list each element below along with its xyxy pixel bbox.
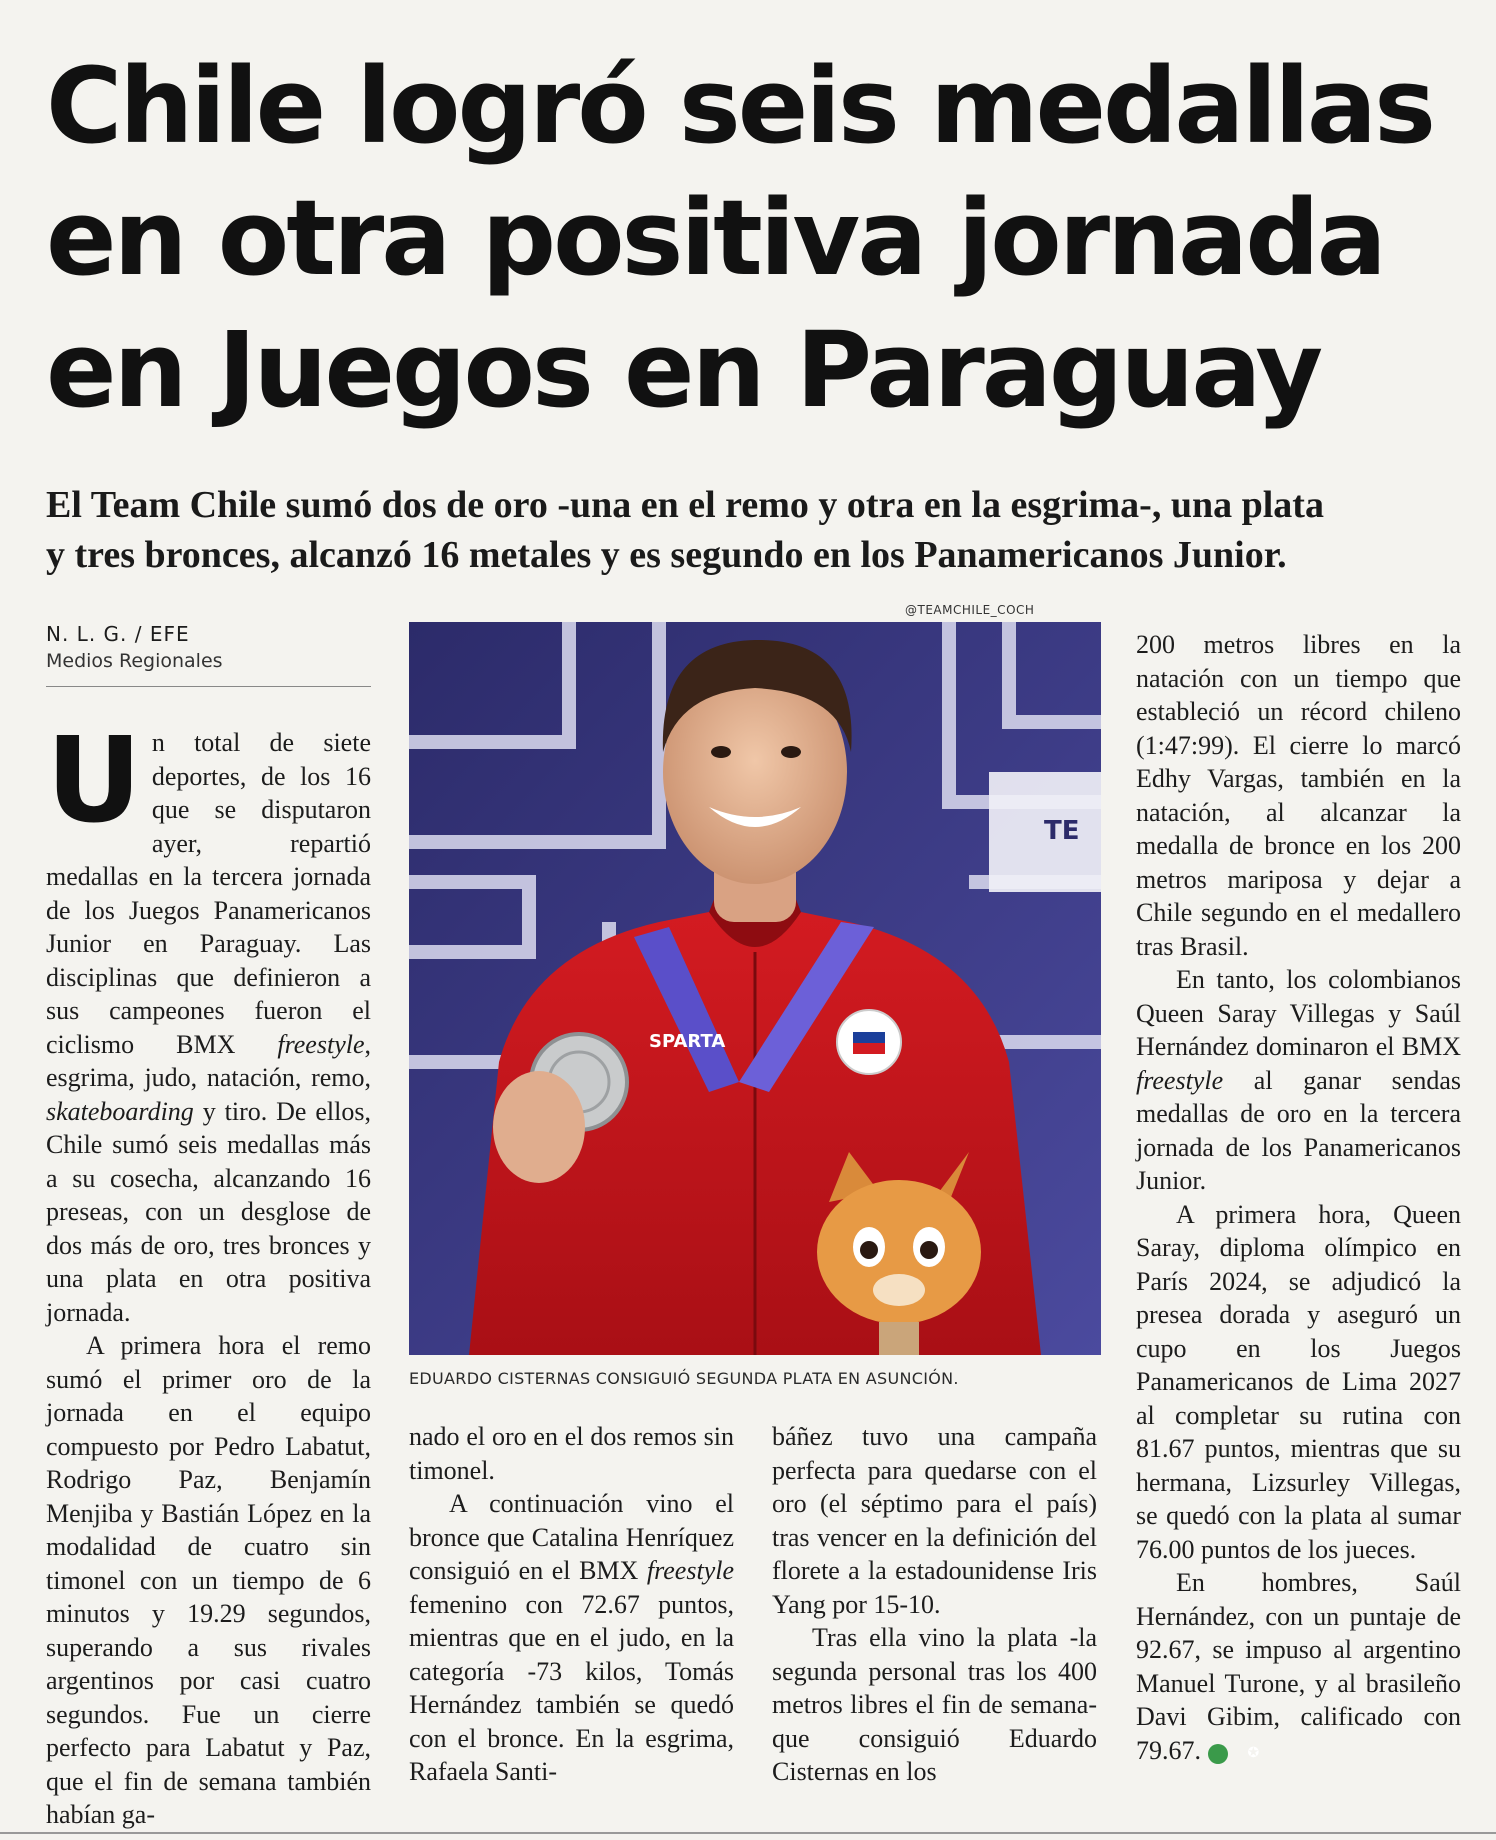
article-column-2	[409, 1420, 734, 1789]
headline-line-3: en Juegos en Paraguay	[46, 309, 1321, 431]
text-run: En tanto, los colombianos Queen Saray Villegas y Saúl Hernández dominaron el BMX	[1136, 965, 1461, 1061]
article-paragraph-7: 200 metros libres en la natación con un tiempo que estableció un récord chileno (1:47:99). El cierre lo marcó Edhy Vargas, también en la natación, al alcanzar la medalla de bronce en los 200 metros mariposa y dejar a Chile segundo en el medallero tras Brasil.	[1136, 630, 1461, 961]
article-paragraph-10	[1136, 1566, 1461, 1767]
article-column-1	[46, 711, 371, 1832]
wall-sign-text: TE	[1044, 816, 1080, 846]
text-run: En hombres, Saúl Hernández, con un puntaje de 92.67, se impuso al argentino Manuel Turone, y al brasileño Davi Gibim, calificado con 79.67.	[1136, 1568, 1461, 1765]
headline-line-1: Chile logró seis medallas	[46, 45, 1433, 167]
subheadline-line-1: El Team Chile sumó dos de oro -una en el remo y otra en la esgrima-, una plata	[46, 484, 1324, 526]
article-paragraph-4	[409, 1487, 734, 1789]
article-paragraph-9: A primera hora, Queen Saray, diploma olímpico en París 2024, se adjudicó la presea dorada y aseguró un cupo en los Juegos Panamericanos de Lima 2027 al completar su rutina con 81.67 puntos, mientras que su hermana, Lizsurley Villegas, se quedó con la plata al sumar 76.00 puntos de los jueces.	[1136, 1199, 1461, 1564]
text-run: , esgrima, judo, natación, remo,	[46, 1029, 371, 1092]
article-column-3	[772, 1420, 1097, 1789]
article-column-4	[1136, 628, 1461, 1767]
photo-credit: @TEAMCHILE_COCH	[905, 603, 1035, 617]
end-of-article-icon: ✪	[1208, 1744, 1228, 1764]
subheadline-line-2: y tres bronces, alcanzó 16 metales y es segundo en los Panamericanos Junior.	[46, 534, 1287, 576]
article-paragraph-1	[46, 711, 371, 1329]
photo-caption: EDUARDO CISTERNAS CONSIGUIÓ SEGUNDA PLATA EN ASUNCIÓN.	[409, 1369, 959, 1388]
byline-outlet: Medios Regionales	[46, 650, 223, 672]
text-run: n total de siete deportes, de los 16 que se disputaron ayer, repartió medallas en la tercera jornada de los Juegos Panamericanos Junior en Paraguay. Las disciplinas que definieron a sus campeones fueron el ciclismo BMX	[46, 728, 371, 1059]
jacket-brand: SPARTA	[649, 1031, 726, 1052]
article-paragraph-5: báñez tuvo una campaña perfecta para quedarse con el oro (el séptimo para el país) tras vencer en la definición del florete a la estadounidense Iris Yang por 15-10.	[772, 1422, 1097, 1619]
italic-term: skateboarding	[46, 1096, 194, 1126]
drop-cap: U	[46, 711, 142, 849]
italic-term: freestyle	[646, 1556, 734, 1585]
page-bottom-rule	[0, 1832, 1496, 1834]
article-paragraph-3: nado el oro en el dos remos sin timonel.	[409, 1422, 734, 1485]
text-run: A continuación vino el bronce que Catalina Henríquez consiguió en el BMX	[409, 1489, 734, 1585]
article-photo	[409, 622, 1101, 1355]
article-paragraph-6: Tras ella vino la plata -la segunda personal tras los 400 metros libres el fin de semana- que consiguió Eduardo Cisternas en los	[772, 1623, 1097, 1786]
athlete-photo-illustration	[409, 622, 1101, 1355]
subheadline	[46, 480, 1466, 580]
byline	[46, 620, 371, 674]
text-run: femenino con 72.67 puntos, mientras que en el judo, en la categoría -73 kilos, Tomás Hernández también se quedó con el bronce. En la esgrima, Rafaela Santi-	[409, 1589, 734, 1786]
article-paragraph-2: A primera hora el remo sumó el primer oro de la jornada en el equipo compuesto por Pedro Labatut, Rodrigo Paz, Benjamín Menjiba y Bastián López en la modalidad de cuatro sin timonel con un tiempo de 6 minutos y 19.29 segundos, superando a sus rivales argentinos por casi cuatro segundos. Fue un cierre perfecto para Labatut y Paz, que el fin de semana también habían ga-	[46, 1331, 371, 1829]
italic-term: freestyle	[1136, 1065, 1224, 1095]
italic-term: freestyle	[277, 1029, 365, 1059]
byline-divider	[46, 686, 371, 687]
article-paragraph-8	[1136, 963, 1461, 1198]
text-run: y tiro. De ellos, Chile sumó seis medallas más a su cosecha, alcanzando 16 preseas, con un desglose de dos más de oro, tres bronces y una plata en otra positiva jornada.	[46, 1096, 371, 1327]
headline	[46, 40, 1466, 436]
headline-line-2: en otra positiva jornada	[46, 177, 1384, 299]
byline-author: N. L. G. / EFE	[46, 622, 190, 646]
text-run: al ganar sendas medallas de oro en la tercera jornada de los Panamericanos Junior.	[1136, 1065, 1461, 1195]
